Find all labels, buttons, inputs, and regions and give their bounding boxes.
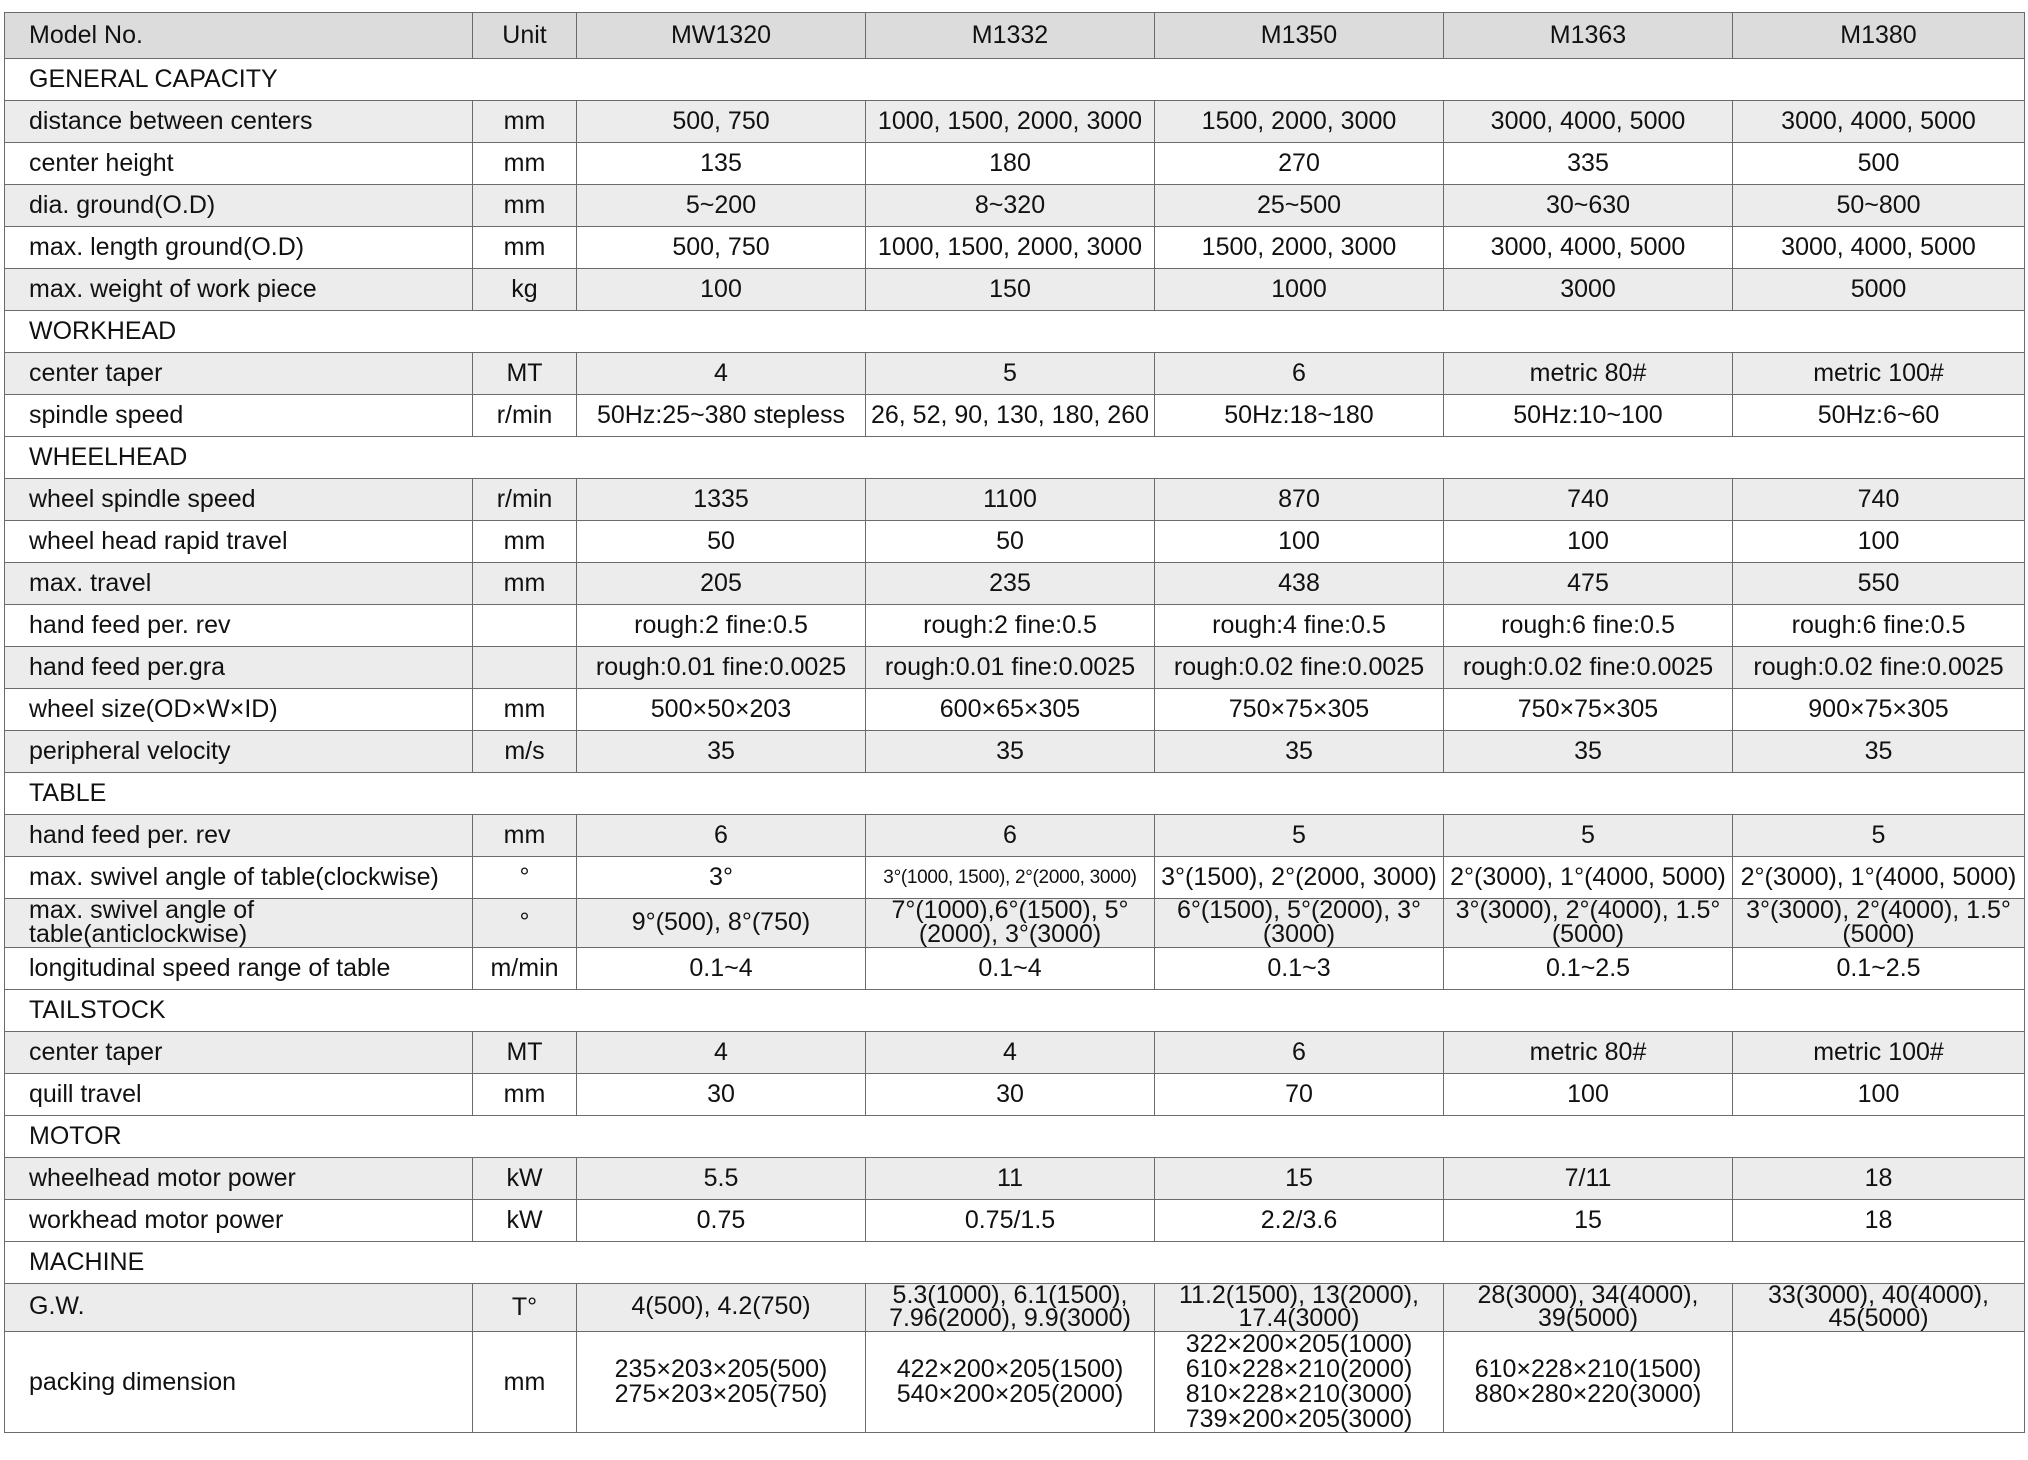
value-cell: 5.3(1000), 6.1(1500), 7.96(2000), 9.9(3000) — [866, 1283, 1155, 1332]
value-cell: 50Hz:25~380 stepless — [577, 395, 866, 437]
param-cell: max. swivel angle of table(anticlockwise) — [5, 899, 473, 948]
value-cell: 500 — [1733, 143, 2025, 185]
unit-cell: m/min — [473, 947, 577, 989]
value-cell: 5 — [866, 353, 1155, 395]
value-cell: 1100 — [866, 479, 1155, 521]
value-cell: 6°(1500), 5°(2000), 3°(3000) — [1155, 899, 1444, 948]
value-cell: 1000, 1500, 2000, 3000 — [866, 101, 1155, 143]
value-cell: rough:0.01 fine:0.0025 — [866, 647, 1155, 689]
value-cell: 35 — [1733, 731, 2025, 773]
value-cell: 26, 52, 90, 130, 180, 260 — [866, 395, 1155, 437]
value-cell: 6 — [1155, 353, 1444, 395]
header-row — [5, 13, 2025, 59]
value-cell: 5~200 — [577, 185, 866, 227]
value-cell: 15 — [1444, 1199, 1733, 1241]
unit-cell: mm — [473, 1332, 577, 1433]
value-cell: 600×65×305 — [866, 689, 1155, 731]
value-cell: 35 — [1155, 731, 1444, 773]
value-cell: 1500, 2000, 3000 — [1155, 101, 1444, 143]
value-cell: 500, 750 — [577, 101, 866, 143]
table-row — [5, 815, 2025, 857]
value-cell: 0.1~2.5 — [1733, 947, 2025, 989]
unit-cell: mm — [473, 185, 577, 227]
unit-cell: mm — [473, 563, 577, 605]
section-row-workhead — [5, 311, 2025, 353]
param-cell: center taper — [5, 1031, 473, 1073]
unit-cell: ° — [473, 857, 577, 899]
value-cell: 550 — [1733, 563, 2025, 605]
param-cell: G.W. — [5, 1283, 473, 1332]
unit-cell: mm — [473, 521, 577, 563]
param-cell: wheel spindle speed — [5, 479, 473, 521]
value-cell: 180 — [866, 143, 1155, 185]
value-cell — [1155, 1332, 1444, 1433]
section-row-machine — [5, 1241, 2025, 1283]
value-cell: 100 — [1444, 521, 1733, 563]
value-cell: 1000, 1500, 2000, 3000 — [866, 227, 1155, 269]
table-row — [5, 1199, 2025, 1241]
value-cell: 33(3000), 40(4000), 45(5000) — [1733, 1283, 2025, 1332]
param-cell: hand feed per.gra — [5, 647, 473, 689]
unit-cell: mm — [473, 689, 577, 731]
value-cell: 438 — [1155, 563, 1444, 605]
value-cell: 5 — [1444, 815, 1733, 857]
value-cell — [1733, 1332, 2025, 1433]
value-cell: 6 — [577, 815, 866, 857]
value-cell: rough:6 fine:0.5 — [1444, 605, 1733, 647]
value-cell: rough:2 fine:0.5 — [577, 605, 866, 647]
section-title: WHEELHEAD — [5, 437, 2025, 479]
value-cell: 500×50×203 — [577, 689, 866, 731]
value-cell: 500, 750 — [577, 227, 866, 269]
value-cell: 6 — [866, 815, 1155, 857]
value-cell: 475 — [1444, 563, 1733, 605]
value-cell: rough:0.01 fine:0.0025 — [577, 647, 866, 689]
value-cell: metric 100# — [1733, 1031, 2025, 1073]
value-cell — [577, 1332, 866, 1433]
unit-cell: ° — [473, 899, 577, 948]
unit-cell: mm — [473, 227, 577, 269]
value-cell: 15 — [1155, 1157, 1444, 1199]
value-cell: 35 — [1444, 731, 1733, 773]
value-cell: 28(3000), 34(4000), 39(5000) — [1444, 1283, 1733, 1332]
value-cell: 1500, 2000, 3000 — [1155, 227, 1444, 269]
model-no-header: Model No. — [5, 13, 473, 59]
table-row — [5, 521, 2025, 563]
unit-cell — [473, 647, 577, 689]
value-cell: 25~500 — [1155, 185, 1444, 227]
value-cell: 0.1~3 — [1155, 947, 1444, 989]
section-row-motor — [5, 1115, 2025, 1157]
value-cell: 750×75×305 — [1155, 689, 1444, 731]
value-cell: 5 — [1733, 815, 2025, 857]
value-cell: 100 — [1444, 1073, 1733, 1115]
param-cell: peripheral velocity — [5, 731, 473, 773]
value-cell: 3000, 4000, 5000 — [1733, 227, 2025, 269]
value-cell: rough:2 fine:0.5 — [866, 605, 1155, 647]
table-row — [5, 227, 2025, 269]
param-cell: wheelhead motor power — [5, 1157, 473, 1199]
param-cell: spindle speed — [5, 395, 473, 437]
value-cell: 6 — [1155, 1031, 1444, 1073]
unit-cell: kg — [473, 269, 577, 311]
table-row — [5, 1031, 2025, 1073]
table-row — [5, 1073, 2025, 1115]
value-cell: metric 100# — [1733, 353, 2025, 395]
value-cell: 5 — [1155, 815, 1444, 857]
value-cell: 9°(500), 8°(750) — [577, 899, 866, 948]
value-cell: metric 80# — [1444, 1031, 1733, 1073]
value-cell: 5.5 — [577, 1157, 866, 1199]
value-cell: 4 — [866, 1031, 1155, 1073]
unit-cell: T° — [473, 1283, 577, 1332]
value-cell: 205 — [577, 563, 866, 605]
value-line: 880×280×220(3000) — [1474, 1380, 1702, 1408]
value-cell: 30 — [577, 1073, 866, 1115]
unit-cell: kW — [473, 1199, 577, 1241]
value-cell: 3000, 4000, 5000 — [1733, 101, 2025, 143]
value-cell: 4(500), 4.2(750) — [577, 1283, 866, 1332]
param-cell: max. length ground(O.D) — [5, 227, 473, 269]
param-cell: center taper — [5, 353, 473, 395]
value-cell: 50Hz:6~60 — [1733, 395, 2025, 437]
value-cell: 18 — [1733, 1157, 2025, 1199]
value-cell: 3°(3000), 2°(4000), 1.5°(5000) — [1444, 899, 1733, 948]
model-header-m1363: M1363 — [1444, 13, 1733, 59]
param-cell: max. travel — [5, 563, 473, 605]
value-cell: 0.75 — [577, 1199, 866, 1241]
value-cell: 50Hz:18~180 — [1155, 395, 1444, 437]
value-cell: 740 — [1444, 479, 1733, 521]
param-cell: longitudinal speed range of table — [5, 947, 473, 989]
value-cell: 3000 — [1444, 269, 1733, 311]
value-cell: 7/11 — [1444, 1157, 1733, 1199]
param-cell: hand feed per. rev — [5, 605, 473, 647]
table-row — [5, 947, 2025, 989]
param-cell: max. weight of work piece — [5, 269, 473, 311]
value-cell: metric 80# — [1444, 353, 1733, 395]
value-cell: 30~630 — [1444, 185, 1733, 227]
unit-cell — [473, 605, 577, 647]
section-row-wheelhead — [5, 437, 2025, 479]
value-cell: 0.1~4 — [866, 947, 1155, 989]
value-cell: 870 — [1155, 479, 1444, 521]
value-cell: 335 — [1444, 143, 1733, 185]
value-cell: 750×75×305 — [1444, 689, 1733, 731]
table-row — [5, 605, 2025, 647]
value-cell: 50 — [577, 521, 866, 563]
section-row-tailstock — [5, 989, 2025, 1031]
table-row — [5, 101, 2025, 143]
section-title: MOTOR — [5, 1115, 2025, 1157]
param-cell: distance between centers — [5, 101, 473, 143]
value-cell: 100 — [1155, 521, 1444, 563]
table-row — [5, 479, 2025, 521]
section-title: MACHINE — [5, 1241, 2025, 1283]
table-row — [5, 563, 2025, 605]
table-row — [5, 689, 2025, 731]
unit-cell: MT — [473, 353, 577, 395]
param-cell: center height — [5, 143, 473, 185]
unit-cell: mm — [473, 815, 577, 857]
value-cell: 4 — [577, 1031, 866, 1073]
value-cell: 18 — [1733, 1199, 2025, 1241]
value-line: 739×200×205(3000) — [1185, 1405, 1413, 1433]
section-row-general-capacity — [5, 59, 2025, 101]
value-cell: 2°(3000), 1°(4000, 5000) — [1444, 857, 1733, 899]
table-row — [5, 353, 2025, 395]
unit-cell: r/min — [473, 479, 577, 521]
value-cell: 100 — [1733, 1073, 2025, 1115]
value-cell: 100 — [1733, 521, 2025, 563]
value-line: 235×203×205(500) — [614, 1355, 828, 1383]
value-cell: 135 — [577, 143, 866, 185]
value-cell: 900×75×305 — [1733, 689, 2025, 731]
section-title: WORKHEAD — [5, 311, 2025, 353]
value-cell: 0.1~4 — [577, 947, 866, 989]
value-cell: rough:4 fine:0.5 — [1155, 605, 1444, 647]
value-cell: 11.2(1500), 13(2000), 17.4(3000) — [1155, 1283, 1444, 1332]
model-header-m1380: M1380 — [1733, 13, 2025, 59]
table-row — [5, 185, 2025, 227]
unit-cell: m/s — [473, 731, 577, 773]
value-cell: 35 — [577, 731, 866, 773]
section-row-table — [5, 773, 2025, 815]
value-cell: 1000 — [1155, 269, 1444, 311]
value-cell: 50Hz:10~100 — [1444, 395, 1733, 437]
value-cell: rough:0.02 fine:0.0025 — [1444, 647, 1733, 689]
value-cell: 740 — [1733, 479, 2025, 521]
value-cell: 2.2/3.6 — [1155, 1199, 1444, 1241]
value-line: 422×200×205(1500) — [896, 1355, 1124, 1383]
value-cell — [866, 1332, 1155, 1433]
value-cell: 7°(1000),6°(1500), 5°(2000), 3°(3000) — [866, 899, 1155, 948]
param-cell: wheel head rapid travel — [5, 521, 473, 563]
table-row — [5, 1283, 2025, 1332]
table-row — [5, 1157, 2025, 1199]
table-row — [5, 899, 2025, 948]
value-cell: 3°(1000, 1500), 2°(2000, 3000) — [866, 857, 1155, 899]
value-line: 610×228×210(1500) — [1474, 1355, 1702, 1383]
value-cell: 3000, 4000, 5000 — [1444, 227, 1733, 269]
model-header-mw1320: MW1320 — [577, 13, 866, 59]
value-cell: 35 — [866, 731, 1155, 773]
unit-cell: MT — [473, 1031, 577, 1073]
value-cell: 2°(3000), 1°(4000, 5000) — [1733, 857, 2025, 899]
param-cell: packing dimension — [5, 1332, 473, 1433]
value-cell: 150 — [866, 269, 1155, 311]
value-cell: 270 — [1155, 143, 1444, 185]
param-cell: hand feed per. rev — [5, 815, 473, 857]
value-cell: rough:0.02 fine:0.0025 — [1155, 647, 1444, 689]
value-cell: 70 — [1155, 1073, 1444, 1115]
unit-cell: kW — [473, 1157, 577, 1199]
param-cell: workhead motor power — [5, 1199, 473, 1241]
value-cell: 11 — [866, 1157, 1155, 1199]
table-row — [5, 647, 2025, 689]
table-row — [5, 1332, 2025, 1433]
param-cell: max. swivel angle of table(clockwise) — [5, 857, 473, 899]
value-line: 275×203×205(750) — [614, 1380, 828, 1408]
section-title: GENERAL CAPACITY — [5, 59, 2025, 101]
value-cell — [1444, 1332, 1733, 1433]
value-cell: 0.1~2.5 — [1444, 947, 1733, 989]
table-row — [5, 857, 2025, 899]
section-title: TAILSTOCK — [5, 989, 2025, 1031]
value-cell: 3000, 4000, 5000 — [1444, 101, 1733, 143]
table-row — [5, 143, 2025, 185]
model-header-m1332: M1332 — [866, 13, 1155, 59]
param-cell: quill travel — [5, 1073, 473, 1115]
value-cell: 3°(1500), 2°(2000, 3000) — [1155, 857, 1444, 899]
unit-header: Unit — [473, 13, 577, 59]
value-line: 540×200×205(2000) — [896, 1380, 1124, 1408]
value-line: 810×228×210(3000) — [1185, 1380, 1413, 1408]
value-cell: 235 — [866, 563, 1155, 605]
table-row — [5, 731, 2025, 773]
unit-cell: r/min — [473, 395, 577, 437]
value-line: 610×228×210(2000) — [1185, 1355, 1413, 1383]
value-line: 322×200×205(1000) — [1185, 1331, 1413, 1358]
value-cell: 0.75/1.5 — [866, 1199, 1155, 1241]
table-row — [5, 395, 2025, 437]
value-cell: 50 — [866, 521, 1155, 563]
unit-cell: mm — [473, 143, 577, 185]
param-cell: dia. ground(O.D) — [5, 185, 473, 227]
value-cell: 100 — [577, 269, 866, 311]
value-cell: 1335 — [577, 479, 866, 521]
spec-table — [4, 12, 2025, 1433]
unit-cell: mm — [473, 1073, 577, 1115]
value-cell: rough:0.02 fine:0.0025 — [1733, 647, 2025, 689]
value-cell: 3°(3000), 2°(4000), 1.5°(5000) — [1733, 899, 2025, 948]
value-cell: 3° — [577, 857, 866, 899]
value-cell: 5000 — [1733, 269, 2025, 311]
unit-cell: mm — [473, 101, 577, 143]
model-header-m1350: M1350 — [1155, 13, 1444, 59]
param-cell: wheel size(OD×W×ID) — [5, 689, 473, 731]
value-cell: 30 — [866, 1073, 1155, 1115]
value-cell: 4 — [577, 353, 866, 395]
value-cell: rough:6 fine:0.5 — [1733, 605, 2025, 647]
value-cell: 8~320 — [866, 185, 1155, 227]
table-row — [5, 269, 2025, 311]
value-cell: 50~800 — [1733, 185, 2025, 227]
section-title: TABLE — [5, 773, 2025, 815]
